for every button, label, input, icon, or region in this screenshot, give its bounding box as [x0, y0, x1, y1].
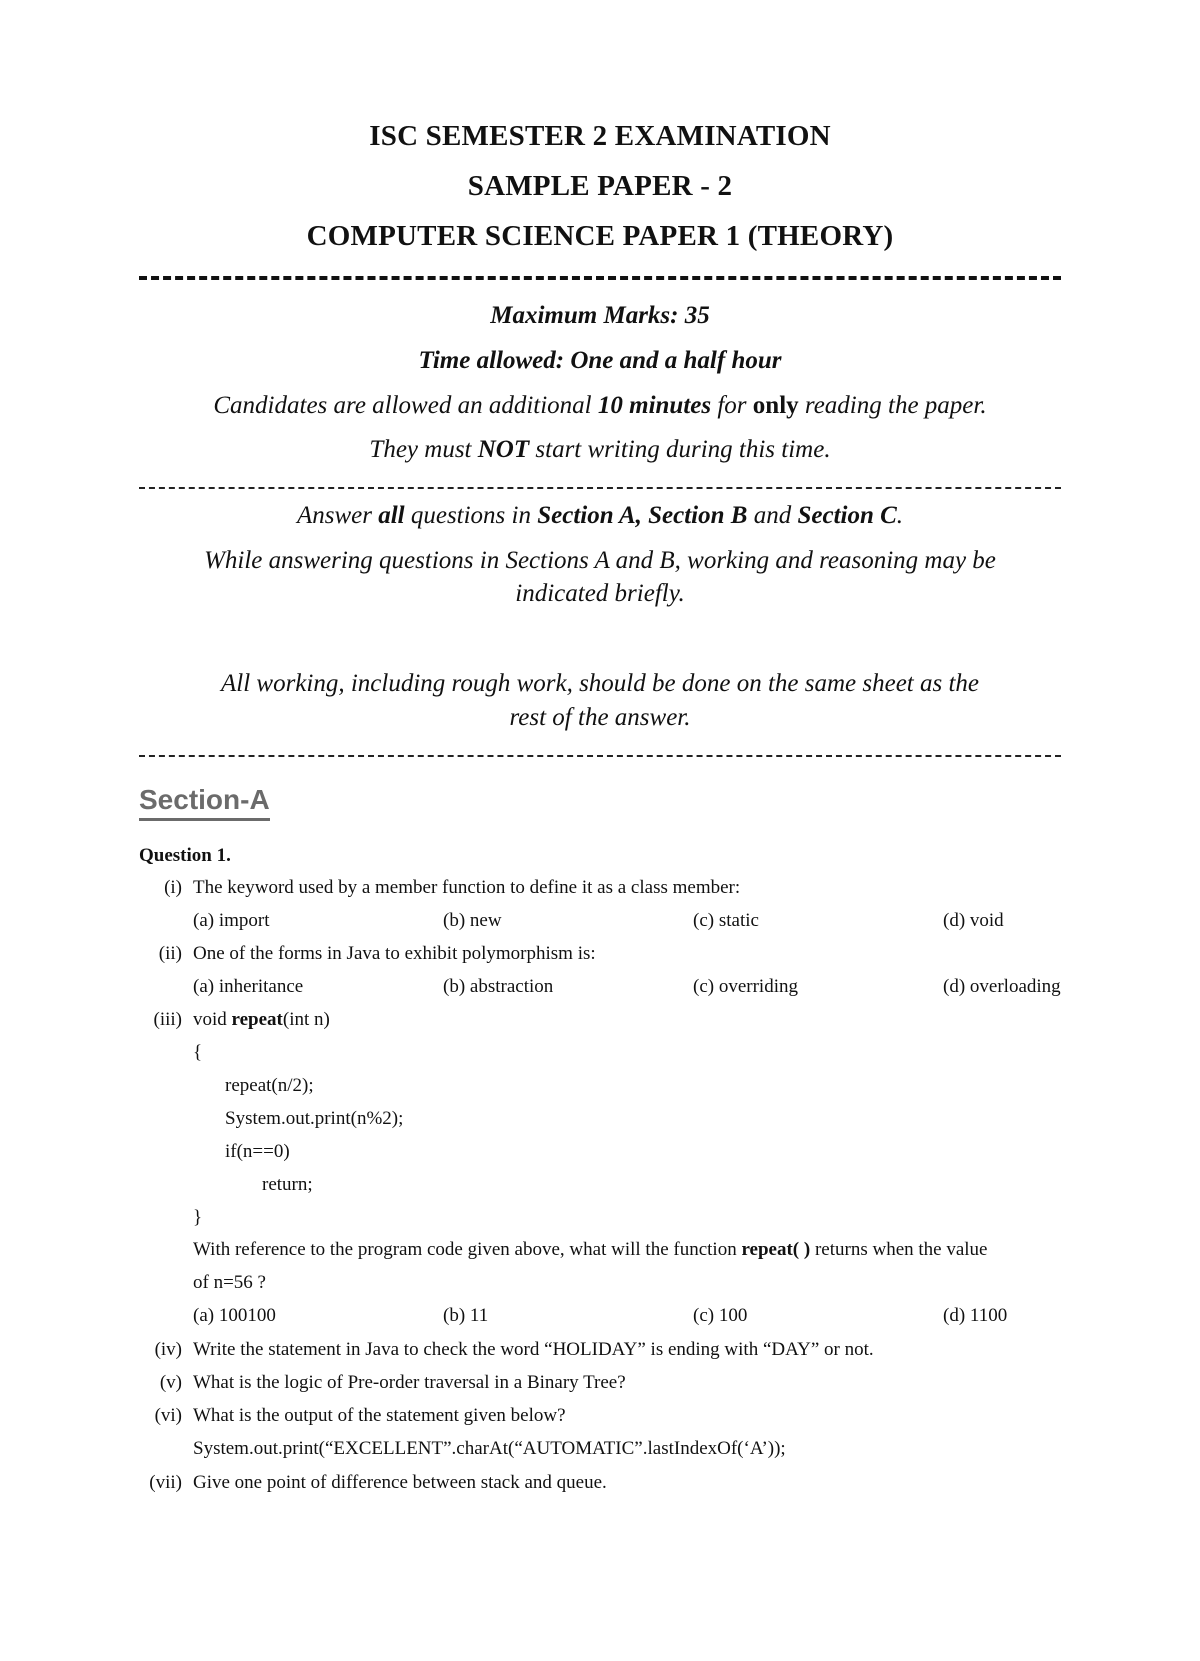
- question-number: (i): [164, 877, 182, 898]
- code-line: System.out.print(n%2);: [225, 1108, 404, 1129]
- question-number: (v): [159, 1372, 182, 1393]
- option-d: (d) overloading: [943, 976, 1061, 997]
- question-text-continued: of n=56 ?: [193, 1272, 266, 1293]
- question-text: With reference to the program code given above, what will the function repeat( ) returns when the value: [193, 1239, 988, 1260]
- question-title: Question 1.: [139, 845, 231, 866]
- question-text: Write the statement in Java to check the word “HOLIDAY” is ending with “DAY” or not.: [193, 1339, 874, 1360]
- answer-instruction: Answer all questions in Section A, Section B and Section C.: [296, 502, 904, 529]
- question-number: (vii): [149, 1472, 182, 1493]
- option-c: (c) static: [693, 910, 759, 931]
- sample-paper-title: SAMPLE PAPER - 2: [467, 170, 733, 202]
- code-line: System.out.print(“EXCELLENT”.charAt(“AUTOMATIC”.lastIndexOf(‘A’));: [193, 1438, 786, 1459]
- code-line: if(n==0): [225, 1141, 290, 1162]
- code-signature: void repeat(int n): [193, 1009, 330, 1030]
- option-c: (c) 100: [693, 1305, 748, 1326]
- divider: [139, 755, 1061, 759]
- no-writing-note: They must NOT start writing during this time.: [369, 436, 831, 463]
- option-d: (d) 1100: [943, 1305, 1008, 1326]
- question-text: The keyword used by a member function to define it as a class member:: [193, 877, 741, 898]
- option-b: (b) abstraction: [443, 976, 554, 997]
- section-heading: Section-A: [139, 783, 270, 821]
- divider: [139, 276, 1061, 286]
- rough-work-note-line1: All working, including rough work, should be done on the same sheet as the: [220, 670, 980, 697]
- rough-work-note-line2: rest of the answer.: [509, 704, 691, 731]
- paper-subject-title: COMPUTER SCIENCE PAPER 1 (THEORY): [306, 220, 894, 252]
- reading-time-note: Candidates are allowed an additional 10 minutes for only reading the paper.: [213, 392, 987, 419]
- question-number: (iv): [154, 1339, 182, 1360]
- code-line: repeat(n/2);: [225, 1075, 314, 1096]
- question-text: One of the forms in Java to exhibit polymorphism is:: [193, 943, 596, 964]
- code-line: return;: [262, 1174, 313, 1195]
- working-note-line1: While answering questions in Sections A and B, working and reasoning may be: [204, 547, 996, 574]
- time-allowed: Time allowed: One and a half hour: [418, 347, 782, 374]
- question-text: What is the output of the statement given below?: [193, 1405, 566, 1426]
- question-number: (vi): [154, 1405, 182, 1426]
- divider: [139, 487, 1061, 491]
- option-a: (a) 100100: [193, 1305, 276, 1326]
- code-line: {: [193, 1042, 203, 1063]
- option-a: (a) import: [193, 910, 270, 931]
- option-d: (d) void: [943, 910, 1004, 931]
- question-text: Give one point of difference between stack and queue.: [193, 1472, 607, 1493]
- question-number: (ii): [158, 943, 182, 964]
- code-line: }: [193, 1207, 203, 1228]
- option-c: (c) overriding: [693, 976, 798, 997]
- question-number: (iii): [153, 1009, 182, 1030]
- option-b: (b) new: [443, 910, 502, 931]
- max-marks: Maximum Marks: 35: [490, 302, 710, 329]
- working-note-line2: indicated briefly.: [515, 580, 685, 607]
- exam-title: ISC SEMESTER 2 EXAMINATION: [369, 120, 831, 152]
- question-text: What is the logic of Pre-order traversal in a Binary Tree?: [193, 1372, 626, 1393]
- option-b: (b) 11: [443, 1305, 489, 1326]
- option-a: (a) inheritance: [193, 976, 304, 997]
